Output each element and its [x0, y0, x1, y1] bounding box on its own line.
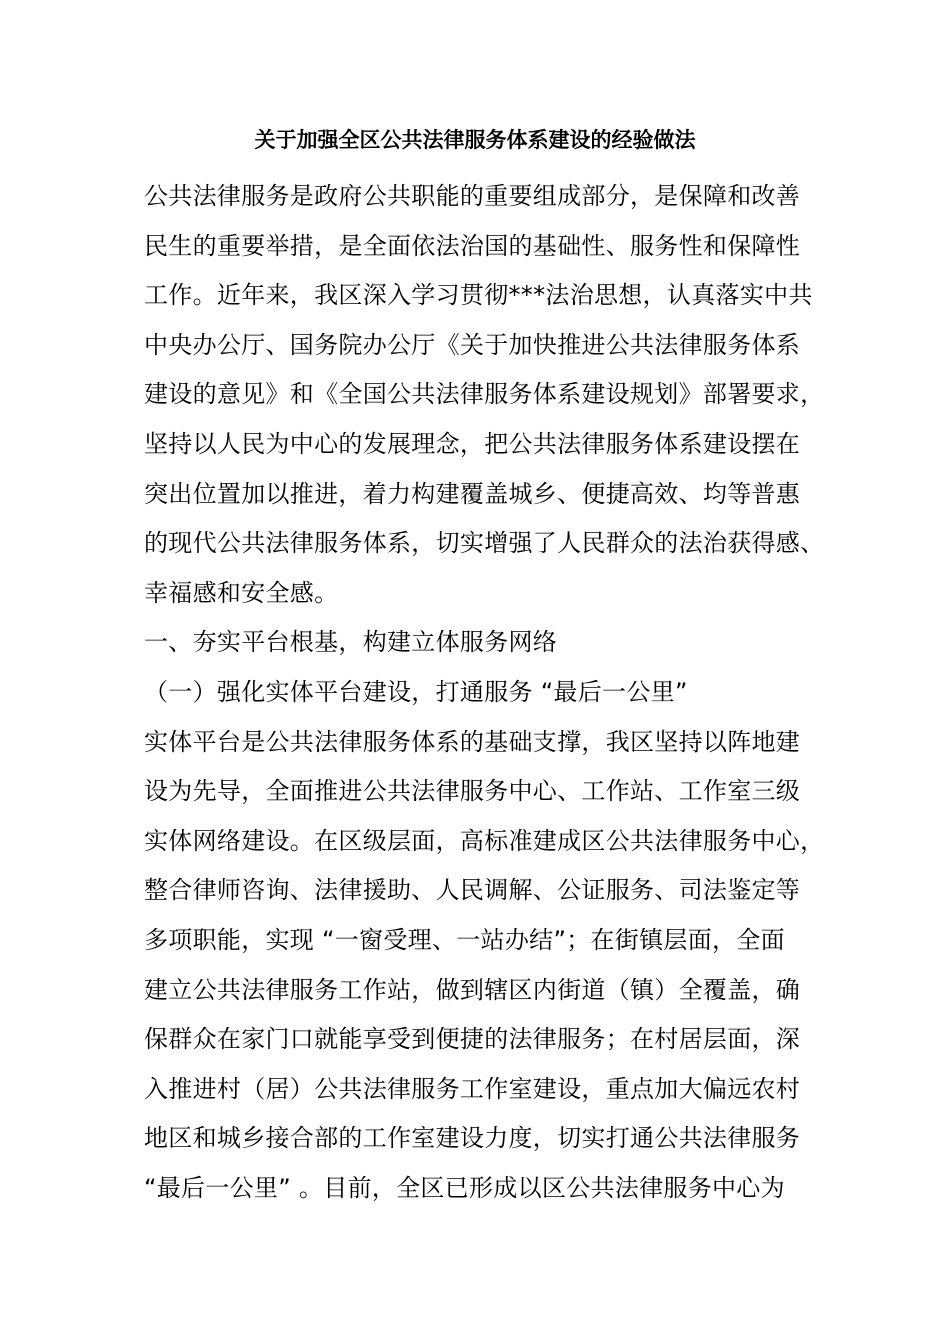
body-line: 设为先导，全面推进公共法律服务中心、工作站、工作室三级 [144, 777, 801, 806]
section-heading: 一、夯实平台根基，构建立体服务网络 [144, 628, 558, 657]
body-line: 保群众在家门口就能享受到便捷的法律服务；在村居层面，深 [144, 1025, 801, 1054]
body-line: 民生的重要举措，是全面依法治国的基础性、服务性和保障性 [144, 231, 801, 260]
body-line: 建立公共法律服务工作站，做到辖区内街道（镇）全覆盖，确 [144, 975, 801, 1004]
document-body [144, 172, 824, 1213]
body-line: 坚持以人民为中心的发展理念，把公共法律服务体系建设摆在 [144, 429, 801, 458]
subsection-heading: （一）强化实体平台建设，打通服务 “最后一公里” [144, 677, 688, 706]
body-line: 多项职能，实现 “一窗受理、一站办结”；在街镇层面，全面 [144, 925, 785, 954]
body-line: 实体平台是公共法律服务体系的基础支撑，我区坚持以阵地建 [144, 727, 801, 756]
body-line: 实体网络建设。在区级层面，高标准建成区公共法律服务中心， [144, 826, 825, 855]
body-line: 整合律师咨询、法律援助、人民调解、公证服务、司法鉴定等 [144, 876, 801, 905]
body-line: 的现代公共法律服务体系，切实增强了人民群众的法治获得感、 [144, 529, 825, 558]
body-line: 入推进村（居）公共法律服务工作室建设，重点加大偏远农村 [144, 1074, 801, 1103]
body-line: 中央办公厅、国务院办公厅《关于加快推进公共法律服务体系 [144, 330, 801, 359]
body-line: 地区和城乡接合部的工作室建设力度，切实打通公共法律服务 [144, 1124, 801, 1153]
body-line: 建设的意见》和《全国公共法律服务体系建设规划》部署要求， [144, 380, 825, 409]
body-line: “最后一公里” 。目前，全区已形成以区公共法律服务中心为 [144, 1173, 785, 1202]
body-line: 突出位置加以推进，着力构建覆盖城乡、便捷高效、均等普惠 [144, 479, 801, 508]
document-title: 关于加强全区公共法律服务体系建设的经验做法 [254, 128, 696, 152]
body-line: 幸福感和安全感。 [144, 578, 339, 607]
body-line: 工作。近年来，我区深入学习贯彻***法治思想，认真落实中共 [144, 281, 813, 310]
body-line: 公共法律服务是政府公共职能的重要组成部分，是保障和改善 [144, 182, 801, 210]
